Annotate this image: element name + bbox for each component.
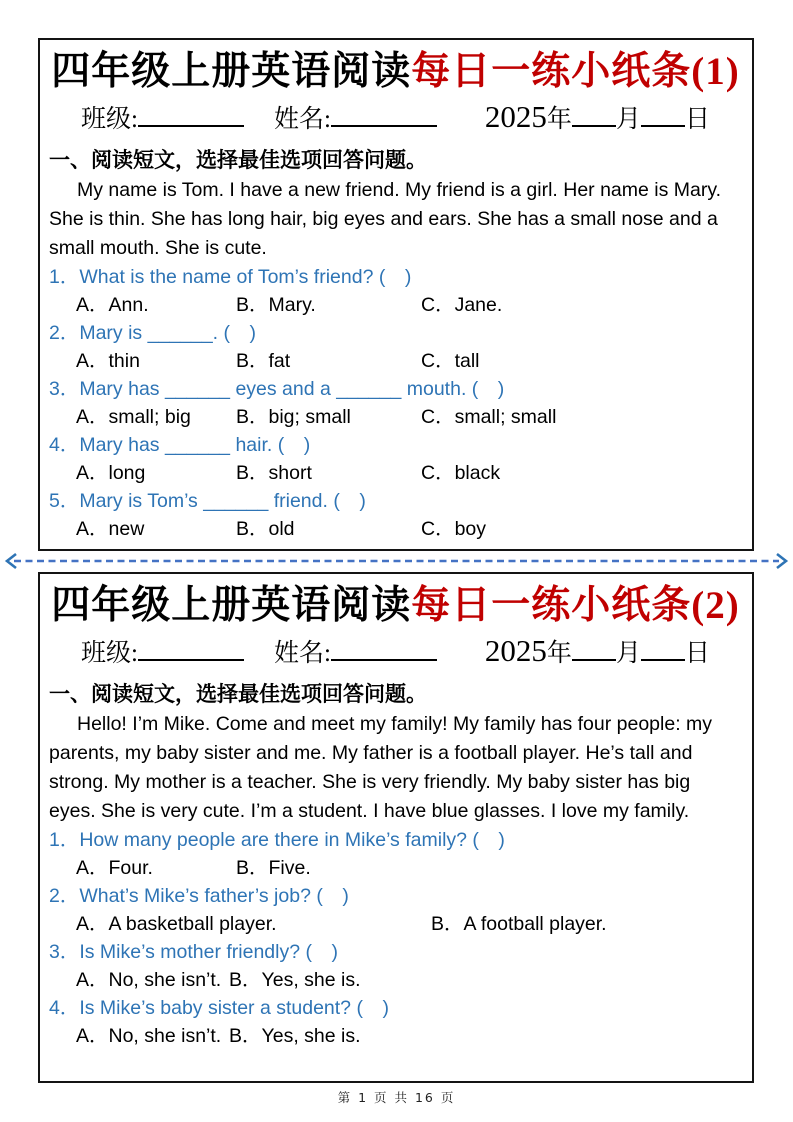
question-text: 2．What’s Mike’s father’s job? ( ) — [49, 885, 349, 907]
question-3 — [49, 938, 742, 994]
section-title — [49, 48, 742, 96]
options-row — [49, 515, 742, 543]
question-1 — [49, 826, 742, 882]
task-heading: 一、阅读短文，选择最佳选项回答问题。 — [49, 682, 427, 706]
option-b: B．Mary. — [236, 294, 316, 316]
month-blank — [572, 103, 616, 127]
option-b: B．Yes, she is. — [229, 1025, 361, 1047]
question-text: 2．Mary is ______. ( ) — [49, 322, 256, 344]
option-b: B．A football player. — [431, 913, 607, 935]
option-c: C．small; small — [421, 406, 557, 428]
option-a: A．Four. — [76, 857, 153, 879]
day-blank — [641, 103, 685, 127]
question-text: 3．Mary has ______ eyes and a ______ mouth. ( ) — [49, 378, 505, 400]
options-row — [49, 291, 742, 319]
option-c: C．tall — [421, 350, 480, 372]
month-unit: 月 — [615, 640, 641, 667]
options-row — [49, 347, 742, 375]
month-blank — [572, 637, 616, 661]
separator-dashed-line — [0, 551, 793, 571]
question-3 — [49, 375, 742, 431]
year-value: 2025 — [484, 633, 547, 668]
worksheet-section-2 — [38, 572, 754, 1083]
question-1 — [49, 263, 742, 319]
question-2 — [49, 882, 742, 938]
worksheet-section-1 — [38, 38, 754, 551]
class-blank — [138, 637, 244, 661]
options-row — [49, 854, 742, 882]
class-label: 班级: — [81, 106, 138, 133]
question-text: 4．Is Mike’s baby sister a student? ( ) — [49, 997, 389, 1019]
question-text: 3．Is Mike’s mother friendly? ( ) — [49, 941, 338, 963]
options-row — [49, 459, 742, 487]
option-b: B．fat — [236, 350, 291, 372]
day-unit: 日 — [684, 106, 710, 133]
option-a: A．long — [76, 462, 146, 484]
option-a: A．thin — [76, 350, 140, 372]
option-a: A．small; big — [76, 406, 191, 428]
question-4 — [49, 431, 742, 487]
question-text: 4．Mary has ______ hair. ( ) — [49, 434, 311, 456]
option-a: A．No, she isn’t. — [76, 969, 222, 991]
day-blank — [641, 637, 685, 661]
question-2 — [49, 319, 742, 375]
option-b: B．short — [236, 462, 312, 484]
options-row — [49, 403, 742, 431]
options-row — [49, 966, 742, 994]
section-title — [49, 582, 742, 630]
option-b: B．Yes, she is. — [229, 969, 361, 991]
page-footer: 第 1 页 共 16 页 — [337, 1090, 456, 1105]
question-4 — [49, 994, 742, 1050]
options-row — [49, 910, 742, 938]
name-label: 姓名: — [273, 640, 331, 667]
month-unit: 月 — [615, 106, 641, 133]
class-blank — [138, 103, 244, 127]
student-info-line — [49, 633, 742, 672]
task-heading: 一、阅读短文，选择最佳选项回答问题。 — [49, 148, 427, 172]
question-5 — [49, 487, 742, 543]
section-title-black: 四年级上册英语阅读 — [51, 50, 412, 93]
year-unit: 年 — [546, 640, 572, 667]
day-unit: 日 — [684, 640, 710, 667]
section-title-black: 四年级上册英语阅读 — [51, 584, 412, 627]
section-title-red: 每日一练小纸条(1) — [411, 50, 740, 93]
option-a: A．A basketball player. — [76, 913, 277, 935]
year-value: 2025 — [484, 99, 547, 134]
option-c: C．black — [421, 462, 501, 484]
question-text: 1．What is the name of Tom’s friend? ( ) — [49, 266, 412, 288]
question-text: 5．Mary is Tom’s ______ friend. ( ) — [49, 490, 366, 512]
year-unit: 年 — [546, 106, 572, 133]
option-c: C．Jane. — [421, 294, 503, 316]
options-row — [49, 1022, 742, 1050]
option-a: A．Ann. — [76, 294, 149, 316]
question-text: 1．How many people are there in Mike’s family? ( ) — [49, 829, 505, 851]
class-label: 班级: — [81, 640, 138, 667]
name-label: 姓名: — [273, 106, 331, 133]
option-b: B．big; small — [236, 406, 351, 428]
option-a: A．No, she isn’t. — [76, 1025, 222, 1047]
option-b: B．Five. — [236, 857, 311, 879]
reading-passage: My name is Tom. I have a new friend. My friend is a girl. Her name is Mary. She is thin. She has long hair, big eyes and ears. She has a small nose and a small mouth. She is cute. — [49, 179, 722, 259]
option-b: B．old — [236, 518, 295, 540]
name-blank — [331, 637, 437, 661]
option-c: C．boy — [421, 518, 487, 540]
section-title-red: 每日一练小纸条(2) — [411, 584, 740, 627]
name-blank — [331, 103, 437, 127]
option-a: A．new — [76, 518, 145, 540]
student-info-line — [49, 99, 742, 138]
reading-passage: Hello! I’m Mike. Come and meet my family! My family has four people: my parents, my baby sister and me. My father is a football player. He’s tall and strong. My mother is a teacher. She is very friendly. My baby sister has big eyes. She is very cute. I’m a student. I have blue glasses. I love my family. — [49, 713, 713, 822]
